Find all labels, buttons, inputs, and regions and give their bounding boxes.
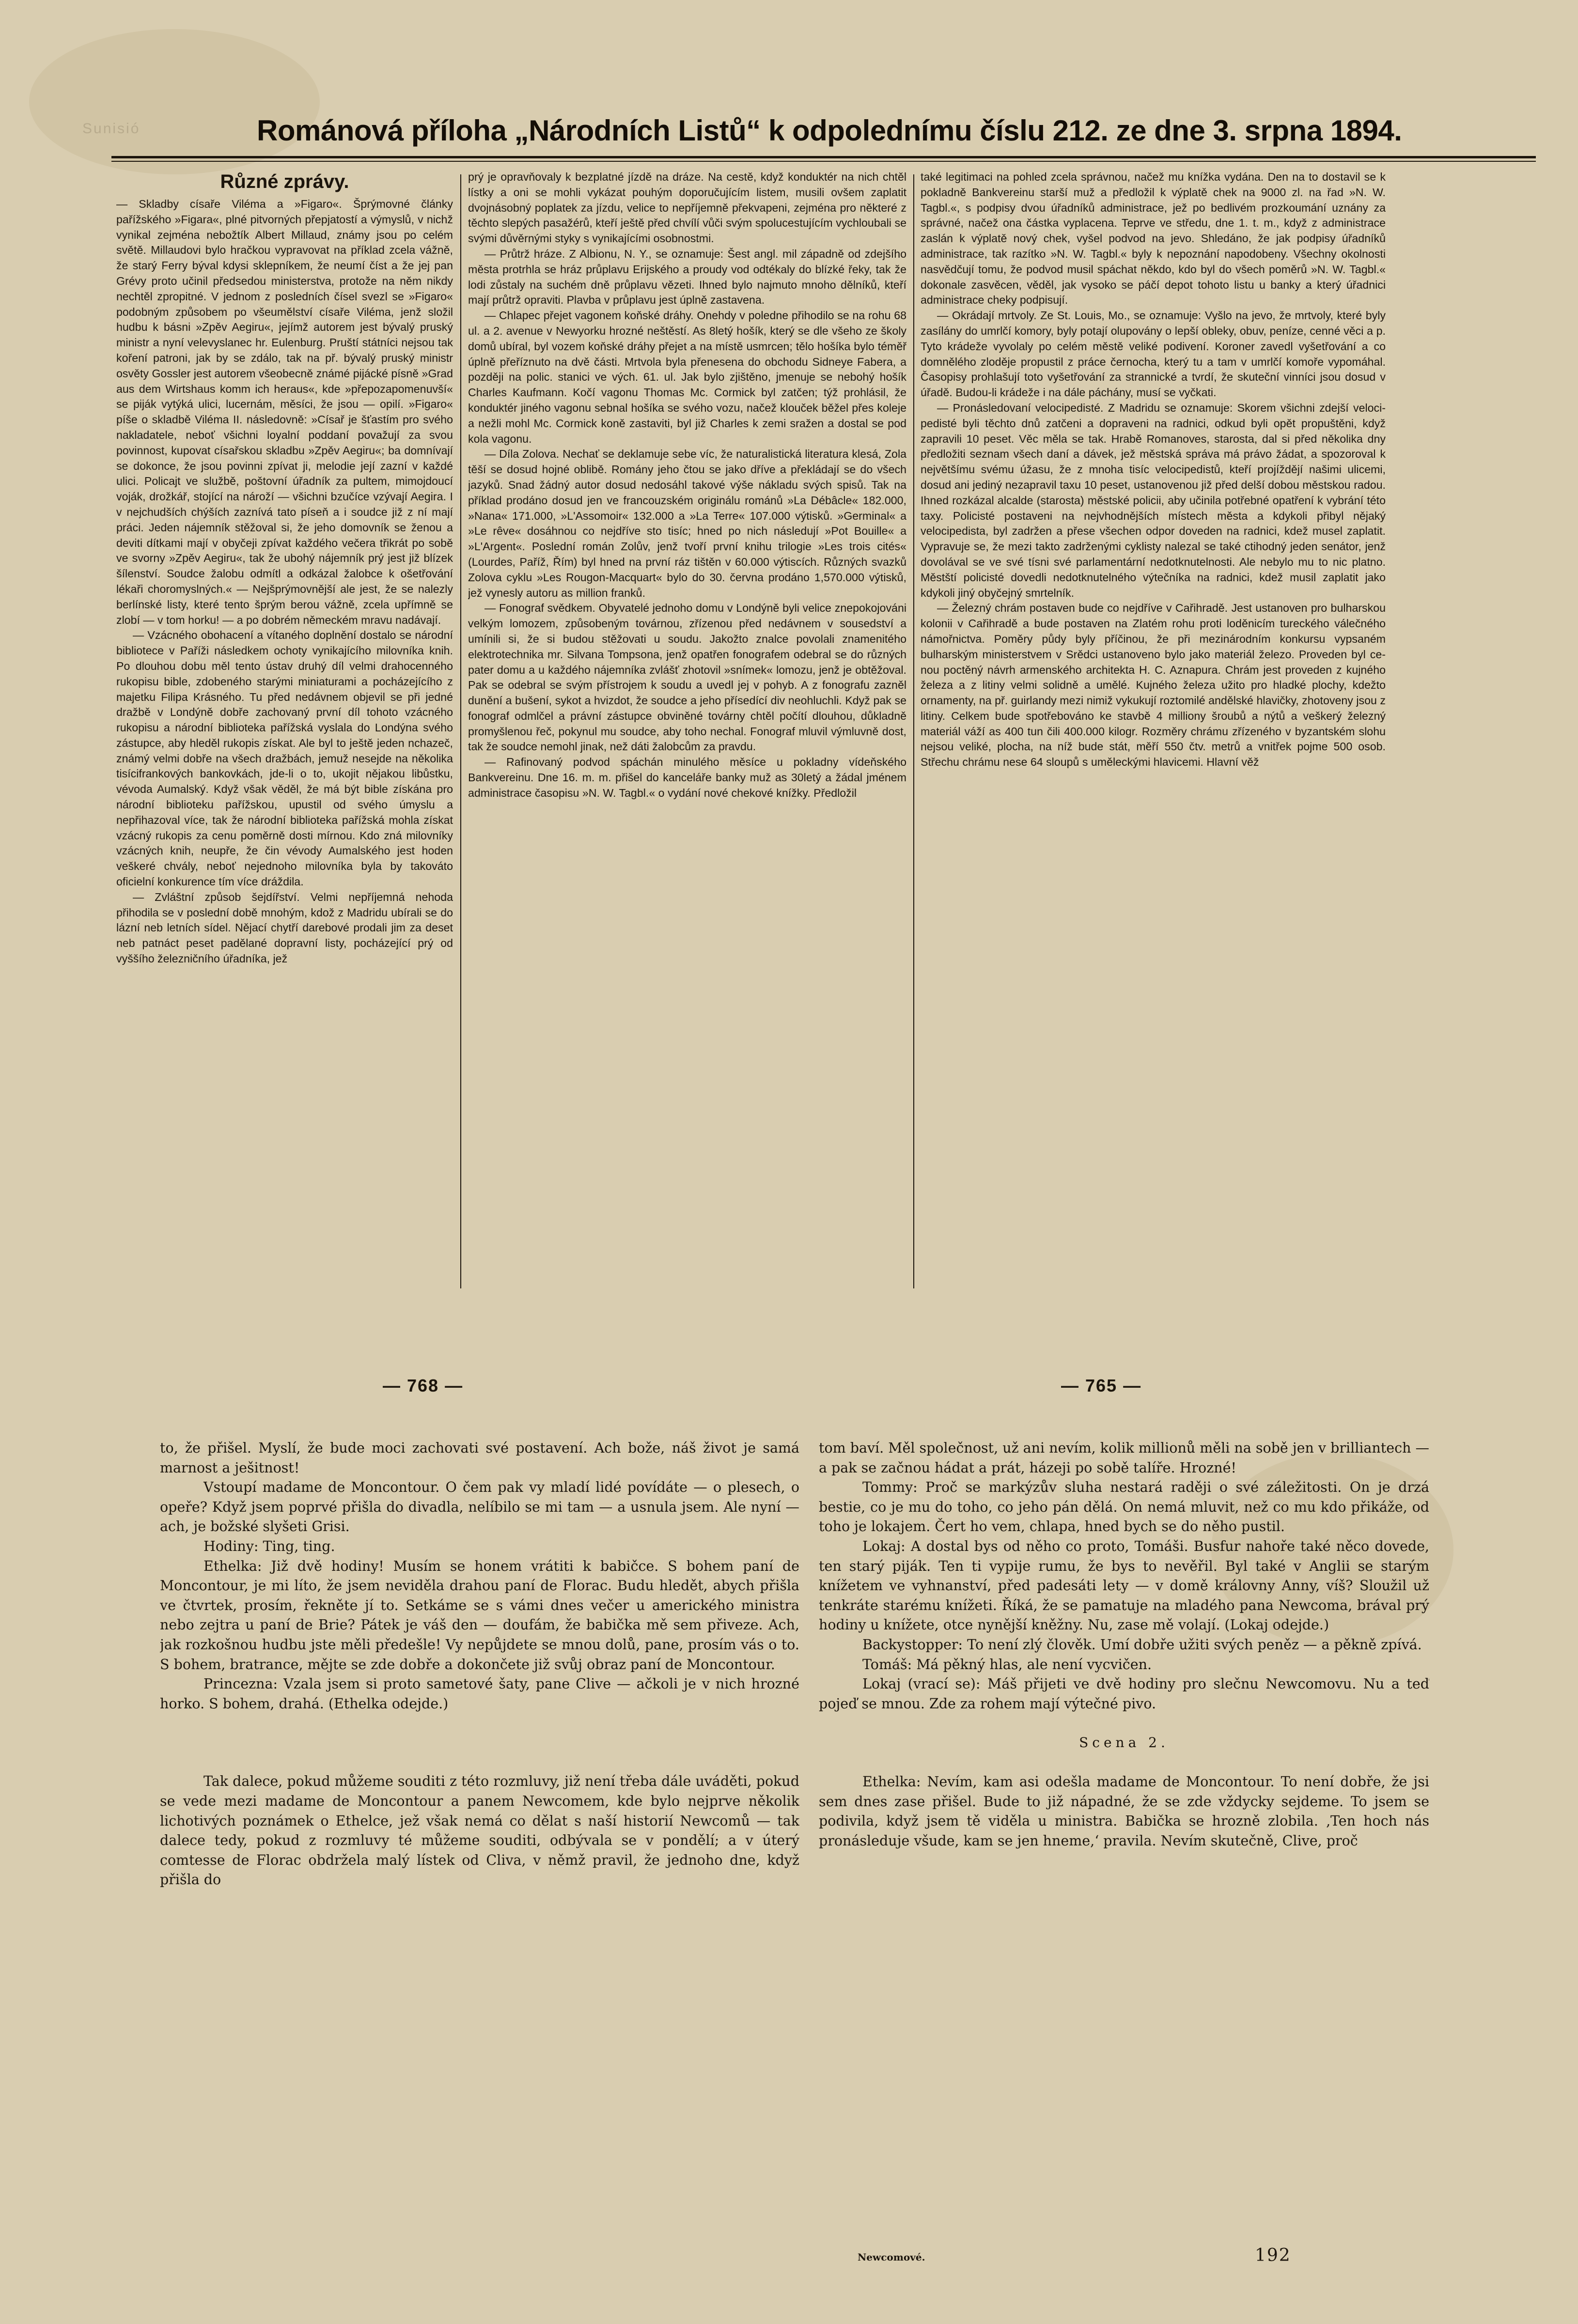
news-item: — Chlapec přejet vagonem koňské dráhy. Onehdy v poledne přihodilo se na rohu 68 ul. a 2. avenue v Newyorku hrozné neštěstí. As 8letý hošík, který se dle všeho ze školy domů ubíral, byl vozem koňské dráhy přejet a na místě usmrcen; tělo hošíka bylo téměř úplně přeříznuto na dvě části. Mrtvola byla přenesena do obchodu Sidneye Fabera, a později na polic. stanici ve vých. 61. ul. Jak bylo zjištěno, jmenuje se nebohý hošík Charles Kaufmann. Kočí vagonu Thomas Mc. Cormick byl zatčen; týž prohlásil, že konduktér jiného vagonu sebnal hošíka se svého vozu, načež klouček běžel přes koleje a nežli mohl Mc. Cormick koně zastaviti, byl již Charles k zemi sražen a dostal se pod kola vagonu. <box>468 309 906 445</box>
news-item: — Vzácného obohacení a vítaného doplnění dostalo se národní bibliotece v Paříži následkem ochoty vynikajícího milovníka knih. Po dlouhou dobu měl tento ústav druhý díl velmi drahocenného rukopisu bible, zdobeného starými miniaturami a pocházejícího z majetku Filipa Krásného. Tu před nedávnem objevil se při jedné dražbě v Londýně dobře zachovaný první díl tohoto vzácného rukopisu a národní biblioteka pařížská vyslala do Londýna svého zástupce, aby hleděl rukopis získat. Ale byl to ještě jeden nchazeč, známý velmi dobře na všech dražbách, jemuž nesejde na několika tisícifrankových bankovkách, jde-li o to, ukojit nějakou libůstku, vévoda Aumalský. Když však věděl, že má být bible získána pro národní biblioteku pařížskou, upustil od svého úmyslu a nepřihazoval více, tak že národní biblioteka pařížská mohla získat vzácný rukopis za cenu poměrně dosti mírnou. Kdo zná milovníky vzácných knih, neupře, že čin vévody Aumalského jest hoden veškeré chvály, neboť nejednoho milovníka byla by takováto oficielní konkurence tím více dráždila. <box>116 629 453 888</box>
novel-paragraph: Tak dalece, pokud můžeme souditi z této rozmluvy, již není třeba dále uváděti, pokud se vede mezi madame de Moncontour a panem Newcomem, kde bylo nejprve několik lichotivých poznámek o Ethelce, jež však nemá co dělat s naší historií Newcomů — tak dalece tedy, pokud z rozmluvy té můžeme souditi, odbývala se v pondělí; a v úterý comtesse de Florac obdržela malý lístek od Cliva, v němž pravil, že jednoho dne, když přišla do <box>160 1773 799 1888</box>
news-item: — Skladby císaře Viléma a »Figaro«. Šprýmovné články pařížského »Figara«, plné pitvorných přepjatostí a výmyslů, v nichž vynikal zejména nebožtík Albert Millaud, známy jsou po celém světě. Millaudovi bylo hračkou vypravovat na příklad zcela vážně, že starý Ferry býval kdysi sklepníkem, že neumí číst a že jej pan Grévy proto učinil předsedou ministerstva, protože na něm nikdy nechtěl zpropitné. V jednom z posledních čísel svezl se »Figaro« podobným způsobem po všeumělství císaře Viléma, jenž složil hudbu k básni »Zpěv Aegiru«, jejímž autorem jest bývalý pruský ministr a nyní velevyslanec hr. Eulenburg. Pruští státníci nejsou tak koření patroni, jak by se zdálo, tak na př. bývalý pruský ministr osvěty Gossler jest autorem všeobecně známé pijácké písně »Grad aus dem Wirtshaus komm ich heraus«, kde »přepozapomenuvší« se piják vytýká ulici, lucernám, měsíci, že jsou — opilí. »Figaro« píše o skladbě Viléma II. následovně: »Císař je šťastím pro svého nakladatele, neboť všichni loyalní poddaní považují za svou povinnost, kupovat císařskou skladbu »Zpěv Aegiru«; ba domnívají se dokonce, že jsou povinni zpívat ji, melodie její zazní v každé ulici. Policajt ve službě, poštovní úřadník za pultem, mimojdoucí voják, drožkář, stojící na nároží — všichni bzučíce vzývají Aegira. I v nejchudších chýších zaznívá tato píseň a i soudce již z ní mají práci. Jeden nájemník stěžoval si, že jeho domovník se ženou a deviti dítkami mají v obyčeji zpívat každého večera třikrát po sobě ve svorny »Zpěv Aegiru«, tak že ubohý nájemník prý jest již blízek šílenství. Soudce žalobu odmítl a odkázal žalobce k ošetřování lékaři choromyslných.« — Nejšprýmovnější ale jest, že se nalezly berlínské listy, které tento šprým berou vážně, zcela upřímně se zlobí — v tom horku! — a po dobrém německém mravu nadávají. <box>116 198 453 626</box>
novel-paragraph: to, že přišel. Myslí, že bude moci zachovati své postavení. Ach bože, náš život je samá marnost a ješitnost! <box>160 1440 799 1476</box>
novel-paragraph: Lokaj (vrací se): Máš přijeti ve dvě hodiny pro slečnu Newcomovu. Nu a teď pojeď se mnou. Zde za rohem mají výtečné pivo. <box>819 1676 1429 1712</box>
supplement-title: Románová příloha „Národních Listů“ k odpolednímu číslu 212. ze dne 3. srpna 1894. <box>257 114 1402 147</box>
footer-page-number: 192 <box>1255 2246 1291 2265</box>
header-rule <box>111 156 1536 158</box>
news-item: také legitimaci na pohled zcela správnou, načež mu knížka vydána. Den na to dostavil se k pokladně Bankvereinu starší muž a předložil k výplatě chek na 9000 zl. na řad »N. W. Tagbl.«, s podpisy dvou úřadníků administrace, jež po bedlivém prozkoumání uznány za správné, načež ona částka vyplacena. Teprve ve středu, dne 1. t. m., když z administrace zaslán k výplatě nový chek, vyšel podvod na jevo. Shledáno, že jak podpisy úřadníků administrace, tak razítko »N. W. Tagbl.« byly k nepoznání napodobeny. Všechny okolnosti nasvědčují tomu, že podvod musil spáchat někdo, kdo byl do všech poměrů »N. W. Tagbl.« dokonale zasvěcen, věděl, jak vysoko se páčí depot tohoto listu u banky a který úřadnici administrace cheky podpisují. <box>921 170 1386 307</box>
news-item: — Železný chrám postaven bude co nejdříve v Cařihradě. Jest ustanoven pro bulharskou kolonii v Cařihradě a bude postaven na Zlatém rohu proti loděnicím tureckého válečného námořnictva. Poměry půdy byly příčinou, že při mezinárodním konkursu vypsaném bulharským ministerstvem v Srědci ustanoveno bylo jako materiál železo. Proveden byl cenou poctěný návrh armenského architekta H. C. Aznapura. Chrám jest proveden z kujného železa a z litiny velmi solidně a umělé. Kujného železa užito pro hladké plochy, kdežto ornamenty, na př. guirlandy mezi nimiž vykukují roztomilé andělské hlavičky, zhotoveny jsou z litiny. Celkem bude spotřebováno ke stavbě 4 milliony šroubů a nýtů a veškerý železný materiál váží as 400 tun čili 400.000 kilogr. Rozměry chrámu zřízeného v byzantském slohu nejsou veliké, plocha, na níž bude stát, měří 550 čtv. metrů a vnitřek pojme 500 osob. Střechu chrámu nese 64 sloupů s uměleckými hlavicemi. Hlavní věž <box>921 602 1386 769</box>
page-number-left: — 768 — <box>383 1376 464 1395</box>
novel-page-left <box>160 1439 799 2281</box>
column-divider <box>460 174 461 1288</box>
column-divider <box>913 174 914 1288</box>
page-header <box>82 114 1531 172</box>
news-column-2 <box>468 170 906 1288</box>
novel-paragraph: Princezna: Vzala jsem si proto sametové šaty, pane Clive — ačkoli je v nich hrozné horko. S bohem, drahá. (Ethelka odejde.) <box>160 1676 799 1712</box>
news-item: — Rafinovaný podvod spáchán minulého měsíce u pokladny vídeňského Bankvereinu. Dne 16. m. m. přišel do kanceláře banky muž as 30letý a žádal jménem administrace časopisu »N. W. Tagbl.« o vydání nové chekové knížky. Předložil <box>468 756 906 799</box>
header-rule-thin <box>111 161 1536 162</box>
novel-paragraph: Tomáš: Má pěkný hlas, ale není vycvičen. <box>862 1656 1152 1673</box>
novel-paragraph: Ethelka: Nevím, kam asi odešla madame de Moncontour. To není dobře, že jsi sem dnes zase přišel. Bude to již nápadné, že se zde vždycky sejdeme. To jsem se podivila, když jsem tě viděla u ministra. Babička se hrozně zlobila. ‚Ten hoch nás pronásleduje všude, kam se jen hneme,‘ pravila. Nevím skutečně, Clive, proč <box>819 1773 1429 1849</box>
novel-paragraph: Hodiny: Ting, ting. <box>203 1538 335 1554</box>
novel-paragraph: Lokaj: A dostal bys od něho co proto, Tomáši. Busfur nahoře také něco dovede, ten starý piják. Ten ti vypije rumu, že bys to nevěřil. Byl také v Anglii se starým knížetem ve vyhnanství, před padesáti lety — v domě královny Anny, víš? Sloužil už tenkráte starému knížeti. Říká, že se pamatuje na mladého pana Newcoma, brával prý hodiny u knížete, otce nynější kněžny. Nu, zase mě volají. (Lokaj odejde.) <box>819 1538 1429 1633</box>
section-heading: Různé zprávy. <box>220 171 349 192</box>
news-item: — Pronásledovaní velocipedisté. Z Madridu se oznamuje: Skorem všichni zdejší velocipedisté byli těchto dnů zatčeni a dopraveni na radnici, odkud byli opět propuštěni, když zapravili 10 peset. Věc měla se tak. Hrabě Romanoves, starosta, dal si před několika dny předložiti seznam všech daní a dávek, jež městská správa má právo žádat, a spozoroval k největšímu svému úžasu, že z mnoha tisíc velocipedistů, kteří projíždějí našimi ulicemi, dosud ani jediný nezapravil taxu 10 peset, ustanovenou již před delší dobou městskou radou. Ihned rozkázal alcalde (starosta) městské policii, aby učinila potřebné opatření k vybrání této taxy. Policisté postaveni na nejvhodnějších místech města a kdykoli přibyl nějaký velocipedista, byl zadržen a přese všechen odpor doveden na radnici, kdež musel zaplatit. Vypravuje se, že mezi takto zadrženými cyklisty nalezal se také ctihodný jeden senátor, jenž dovolával se ve své tísni své parlamentární nedotknutelnosti. Ale nebylo mu to nic platno. Městští policisté dovedli nedotknutelného výtečníka na radnici, kdež musil zaplatit jako kdykoli jiný obyčejný smrtelník. <box>921 401 1386 599</box>
news-item: — Okrádají mrtvoly. Ze St. Louis, Mo., se oznamuje: Vyšlo na jevo, že mrtvoly, které byly zasílány do umrlčí komory, byly potají olupovány o lepší obleky, obuv, peníze, cenné věci a p. Tyto krádeže vyvolaly po celém městě veliké podivení. Koroner zavedl vyšetřování a co domnělého zloděje propustil z práce černocha, který tu a tam v umrlčí komoře vypomáhal. Časopisy prohlašují toto vyšetřování za strannické a tvrdí, že skuteční vinníci jsou dosud v úřadě. Budou-li krádeže i na dále páchány, musí se vyčkati. <box>921 309 1386 399</box>
news-item: — Fonograf svědkem. Obyvatelé jednoho domu v Londýně byli velice znepokojováni velkým lomozem, způsobeným továrnou, zřízenou před nedávnem v sousedství a umínili si, že si budou stěžovati u soudu. Jakožto znalce povolali znamenitého elektrotechnika mr. Silvana Tompsona, jenž opatřen fonografem odebral se do různých pater domu a u každého nájemníka zvlášť zhotovil »snímek« lomozu, jenž je obtěžoval. Pak se odebral se svým přístrojem k soudu a uvedl jej v pohyb. A z fonografu zazněl dunění a bušení, sykot a hvizdot, že soudce a jeho přísedící div neohluchli. Když pak se fonograf odmlčel a právní zástupce obviněné továrny chtěl počítí dlouhou, důkladně promyšlenou řeč, pokynul mu soudce, aby toho nechal. Fonograf mluvil výmluvně dost, tak že soudce nemohl jinak, než dáti žalobcům za pravdu. <box>468 602 906 753</box>
footer-mark: Newcomové. <box>858 2251 925 2263</box>
news-column-1 <box>116 170 453 1288</box>
news-column-3 <box>921 170 1386 1288</box>
novel-paragraph: Vstoupí madame de Moncontour. O čem pak vy mladí lidé povídáte — o plesech, o opeře? Když jsem poprvé přišla do divadla, nelíbilo se mi tam — a usnula jsem. Ale nyní — ach, je božské slyšeti Grisi. <box>160 1479 799 1535</box>
corner-mark: Sunisió <box>82 121 141 137</box>
news-item: — Díla Zolova. Nechať se deklamuje sebe víc, že naturalistická literatura klesá, Zola těší se dosud hojné oblibě. Romány jeho čtou se jako dříve a překládají se do všech jazyků. Snad žádný autor dosud nedosáhl takové výše nákladu svých spisů. Tak na příklad prodáno dosud jen ve francouzském originálu románů »La Débâcle« 182.000, »Nana« 171.000, »L'Assomoir« 132.000 a »La Terre« 107.000 výtisků. »Germinal« a »Le rêve« dosáhnou co nejdříve sto tisíc; hned po nich následují »Pot Bouille« a »L'Argent«. Poslední román Zolův, jenž tvoří první knihu trilogie »Les trois cités« (Lourdes, Paříž, Řím) byl hned na první ráz tištěn v 60.000 výtiscích. Různých svazků Zolova cyklu »Les Rougon-Macquart« bylo do 30. června prodáno 1,570.000 výtisků, jež vynesly autoru as million franků. <box>468 448 906 599</box>
novel-paragraph: tom baví. Měl společnost, už ani nevím, kolik millionů měli na sobě jen v brilliantech — a pak se začnou hádat a prát, házeji po sobě talíře. Hrozné! <box>819 1440 1429 1476</box>
news-item: prý je opravňovaly k bezplatné jízdě na dráze. Na cestě, když konduktér na nich chtěl lístky a oni se mohli vykázat pouhým doporučujícím listem, musili ovšem zaplatit dvojnásobný poplatek za jízdu, velice to nepříjemně překvapeni, zejména pro některé z těchto slepých pasažérů, kteří ještě před chvílí vůči svým spolucestujícím vychloubali se svými důvěrnými styky s vynikajícími osobnostmi. <box>468 170 906 245</box>
scene-heading: Scena 2. <box>1079 1735 1169 1751</box>
page-number-right: — 765 — <box>1061 1376 1142 1395</box>
news-item: — Zvláštní způsob šejdířství. Velmi nepříjemná nehoda přihodila se v poslední době mnohým, kdož z Madridu ubírali se do lázní neb letních sídel. Nějací chytří darebové prodali jim za deset neb patnáct peset padělané dopravní listy, pocházející prý od vyššího železničního úřadníka, jež <box>116 890 453 965</box>
novel-paragraph: Backystopper: To není zlý člověk. Umí dobře užiti svých peněz — a pěkně zpívá. <box>862 1636 1422 1653</box>
news-item: — Průtrž hráze. Z Albionu, N. Y., se oznamuje: Šest angl. mil západně od zdejšího města protrhla se hráz průplavu Erijského a proudy vod odtékaly do blízké řeky, tak že lodi zůstaly na suchém dně průplavu vězeti. Ihned bylo najmuto mnoho dělníků, kteří mají průtrž opraviti. Plavba v průplavu jest úplně zastavena. <box>468 247 906 307</box>
novel-paragraph: Tommy: Proč se markýzův sluha nestará raději o své záležitosti. On je drzá bestie, co je mu do toho, co jeho pán dělá. On nemá mluvit, než co mu kdo přikáže, od toho je lokajem. Čert ho vem, chlapa, hned bych se do něho pustil. <box>819 1479 1429 1535</box>
novel-page-right <box>819 1439 1429 2243</box>
novel-paragraph: Ethelka: Již dvě hodiny! Musím se honem vrátiti k babičce. S bohem paní de Moncontour, je mi líto, že jsem neviděla drahou paní de Florac. Budu hledět, abych přišla ve čtvrtek, prosím, řekněte jí to. Setkáme se s vámi dnes večer u amerického ministra nebo zejtra u paní de Brie? Pátek je váš den — doufám, že babička mě sem přiveze. Ach, jak rozkošnou hudbu jste měli předešle! Vy nepůjdete se mnou dolů, pane, prosím vás o to. S bohem, bratrance, mějte se zde dobře a dokončete již svůj obraz paní de Moncontour. <box>160 1558 799 1673</box>
